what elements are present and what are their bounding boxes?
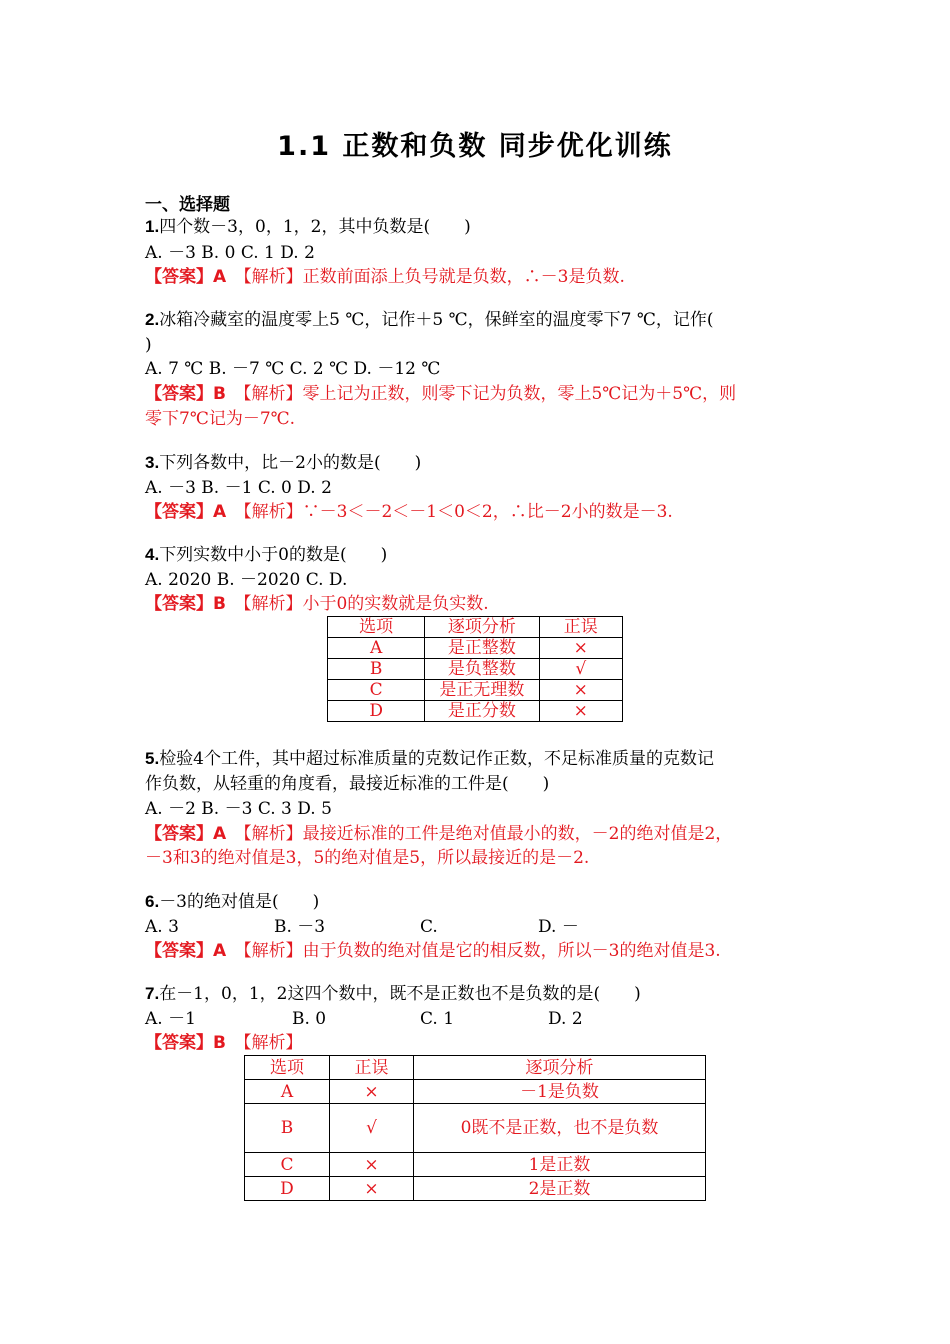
question-5-text-cont: 作负数，从轻重的角度看，最接近标准的工件是( ) — [145, 774, 550, 794]
question-5-answer — [145, 823, 732, 845]
option-b: B. －3 — [274, 917, 326, 937]
question-4-analysis-table — [327, 616, 623, 722]
answer-label: 【答案】A — [145, 941, 227, 961]
option-c: C. — [420, 917, 438, 937]
question-7-analysis-table — [244, 1055, 706, 1201]
answer-label: 【答案】A — [145, 824, 227, 844]
option-c: C. 1 — [420, 1009, 455, 1029]
table-cell: 是正无理数 — [425, 680, 539, 701]
table-cell: －1是负数 — [414, 1080, 706, 1104]
table-row — [245, 1177, 706, 1201]
table-header-cell: 逐项分析 — [414, 1056, 706, 1080]
page-title: 1.1 正数和负数 同步优化训练 — [277, 131, 673, 162]
analysis-text: 【解析】小于0的实数就是负实数. — [242, 594, 489, 614]
question-3-answer — [145, 501, 673, 523]
question-5-options: A. －2 B. －3 C. 3 D. 5 — [145, 799, 332, 819]
question-text: 下列实数中小于0的数是( ) — [159, 545, 388, 565]
table-cell: 1是正数 — [414, 1153, 706, 1177]
question-2 — [145, 309, 714, 331]
question-number: 7. — [145, 984, 160, 1003]
table-cell: C — [245, 1153, 330, 1177]
question-4-options: A. 2020 B. －2020 C. D. — [145, 570, 348, 590]
question-text: 冰箱冷藏室的温度零上5 ℃，记作＋5 ℃，保鲜室的温度零下7 ℃，记作( — [159, 310, 714, 330]
question-3 — [145, 452, 421, 474]
option-d: D. 2 — [548, 1009, 583, 1029]
analysis-text: 【解析】零上记为正数，则零下记为负数，零上5℃记为＋5℃，则 — [242, 384, 737, 404]
table-row — [328, 680, 623, 701]
question-4-answer — [145, 593, 489, 615]
table-cell: 是正分数 — [425, 701, 539, 722]
question-3-options: A. －3 B. －1 C. 0 D. 2 — [145, 478, 332, 498]
analysis-text: 【解析】由于负数的绝对值是它的相反数，所以－3的绝对值是3. — [243, 941, 721, 961]
table-cell: 是负整数 — [425, 659, 539, 680]
question-7-answer — [145, 1032, 302, 1054]
table-cell: A — [245, 1080, 330, 1104]
option-d: D. － — [538, 917, 579, 937]
analysis-text: 【解析】正数前面添上负号就是负数，∴－3是负数. — [243, 267, 625, 287]
question-6-answer — [145, 940, 721, 962]
question-1-answer — [145, 266, 625, 288]
table-cell: √ — [539, 659, 622, 680]
question-4 — [145, 544, 387, 566]
table-cell: × — [539, 701, 622, 722]
table-cell: B — [328, 659, 425, 680]
table-row — [328, 638, 623, 659]
table-header-cell: 逐项分析 — [425, 617, 539, 638]
table-row — [245, 1080, 706, 1104]
option-a: A. 3 — [145, 917, 179, 937]
table-cell: D — [328, 701, 425, 722]
table-cell: √ — [330, 1104, 414, 1153]
question-text: 下列各数中，比－2小的数是( ) — [159, 453, 422, 473]
question-2-options: A. 7 ℃ B. －7 ℃ C. 2 ℃ D. －12 ℃ — [145, 359, 441, 379]
question-5 — [145, 748, 714, 770]
question-number: 4. — [145, 545, 160, 564]
table-cell: × — [330, 1153, 414, 1177]
question-number: 5. — [145, 749, 160, 768]
option-b: B. 0 — [292, 1009, 327, 1029]
question-number: 1. — [145, 217, 160, 236]
table-cell: C — [328, 680, 425, 701]
table-header-row — [245, 1056, 706, 1080]
option-a: A. －1 — [145, 1009, 196, 1029]
table-row — [328, 701, 623, 722]
table-header-cell: 正误 — [539, 617, 622, 638]
analysis-text: 【解析】∵－3＜－2＜－1＜0＜2，∴比－2小的数是－3. — [243, 502, 673, 522]
question-7 — [145, 983, 641, 1005]
question-7-options — [145, 1008, 583, 1030]
table-row — [245, 1153, 706, 1177]
question-6 — [145, 891, 319, 913]
table-header-row — [328, 617, 623, 638]
table-header-cell: 选项 — [245, 1056, 330, 1080]
answer-label: 【答案】A — [145, 267, 227, 287]
question-1-options: A. －3 B. 0 C. 1 D. 2 — [145, 243, 315, 263]
question-2-text-cont: ) — [145, 335, 152, 355]
question-number: 2. — [145, 310, 160, 329]
question-5-analysis-cont: －3和3的绝对值是3，5的绝对值是5，所以最接近的是－2. — [145, 848, 590, 868]
question-1 — [145, 216, 471, 238]
table-row — [245, 1104, 706, 1153]
analysis-text: 【解析】 — [242, 1033, 303, 1053]
question-text: 检验4个工件，其中超过标准质量的克数记作正数，不足标准质量的克数记 — [159, 749, 715, 769]
question-number: 6. — [145, 892, 160, 911]
question-text: －3的绝对值是( ) — [159, 892, 320, 912]
table-header-cell: 正误 — [330, 1056, 414, 1080]
table-cell: A — [328, 638, 425, 659]
table-cell: 是正整数 — [425, 638, 539, 659]
question-number: 3. — [145, 453, 160, 472]
table-cell: 2是正数 — [414, 1177, 706, 1201]
answer-label: 【答案】B — [145, 594, 226, 614]
question-text: 四个数－3，0，1，2，其中负数是( ) — [159, 217, 471, 237]
answer-label: 【答案】B — [145, 384, 226, 404]
answer-label: 【答案】A — [145, 502, 227, 522]
answer-label: 【答案】B — [145, 1033, 226, 1053]
analysis-text: 【解析】最接近标准的工件是绝对值最小的数，－2的绝对值是2， — [243, 824, 733, 844]
table-cell: × — [539, 638, 622, 659]
section-heading: 一、选择题 — [145, 195, 230, 215]
question-2-analysis-cont: 零下7℃记为－7℃. — [145, 409, 296, 429]
table-cell: × — [330, 1177, 414, 1201]
table-header-cell: 选项 — [328, 617, 425, 638]
table-cell: B — [245, 1104, 330, 1153]
question-text: 在－1，0，1，2这四个数中，既不是正数也不是负数的是( ) — [159, 984, 641, 1004]
table-cell: × — [330, 1080, 414, 1104]
question-6-options — [145, 916, 579, 938]
table-cell: 0既不是正数，也不是负数 — [414, 1104, 706, 1153]
table-row — [328, 659, 623, 680]
question-2-answer — [145, 383, 736, 405]
table-cell: D — [245, 1177, 330, 1201]
table-cell: × — [539, 680, 622, 701]
